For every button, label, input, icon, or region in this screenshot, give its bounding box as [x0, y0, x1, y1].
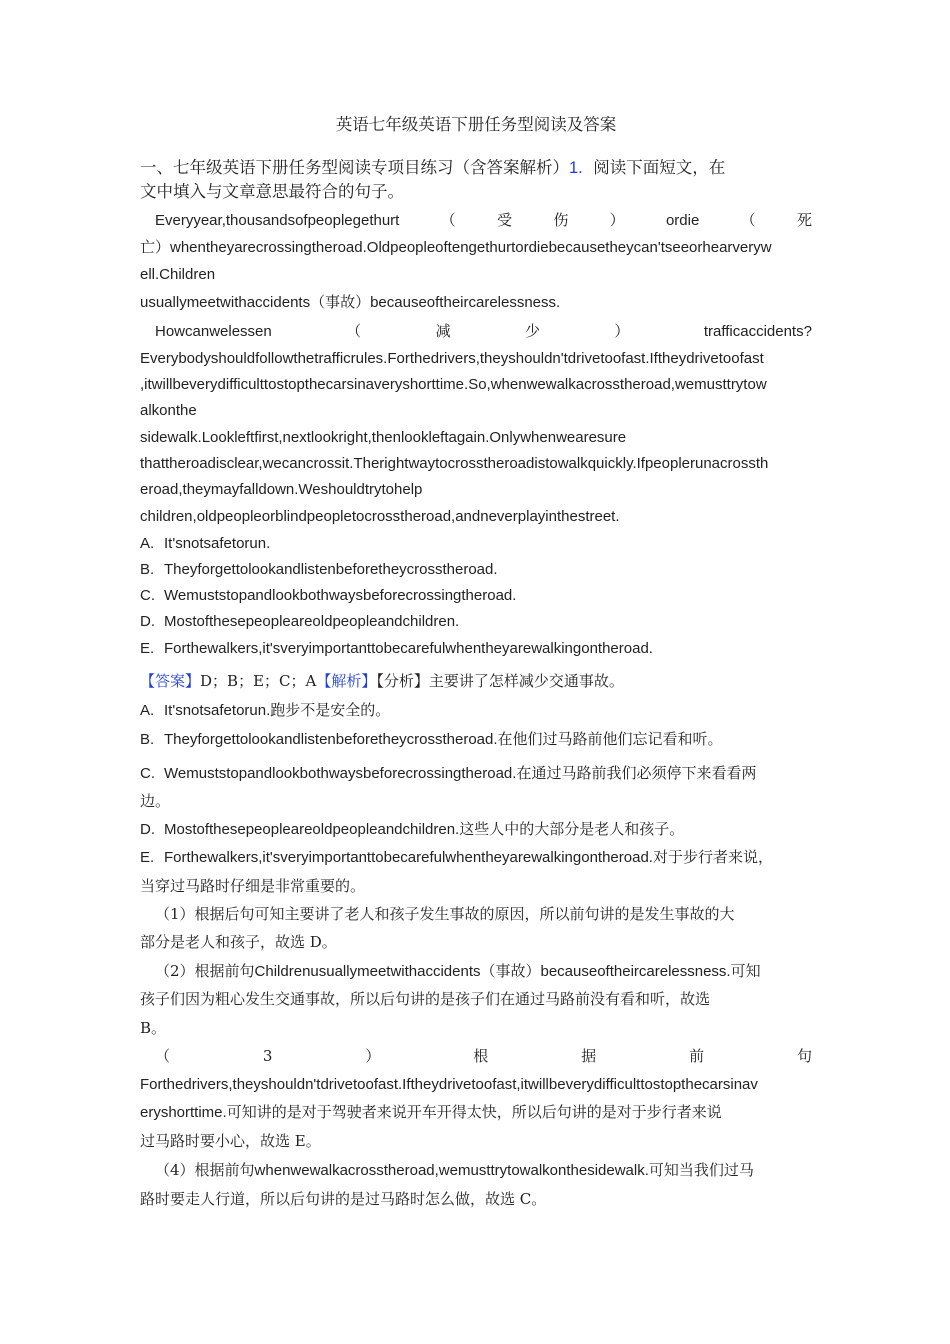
explanation-line: eryshorttime.可知讲的是对于驾驶者来说开车开得太快，所以后句讲的是对于步行者来说	[140, 1103, 722, 1121]
passage-line: Howcanwelessen （ 减 少 ） trafficaccidents?	[155, 323, 812, 340]
translation-item: E. Forthewalkers,it'sveryimportanttobecarefulwhentheyarewalkingontheroad.对于步行者来说，	[140, 848, 773, 866]
passage-line: ell.Children	[140, 266, 216, 283]
option-item: B. Theyforgettolookandlistenbeforetheycrosstheroad.	[140, 561, 498, 578]
passage-line: thattheroadisclear,wecancrossit.Therightwaytocrosstheroadistowalkquickly.Ifpeoplerunacrossth	[140, 455, 769, 472]
passage-line: usuallymeetwithaccidents（事故）becauseoftheircarelessness.	[140, 294, 561, 311]
explanation-line: （2）根据前句Childrenusuallymeetwithaccidents（事故）becauseoftheircarelessness.可知	[155, 962, 761, 980]
passage-line: ,itwillbeverydifficulttostopthecarsinaveryshorttime.So,whenwewalkacrosstheroad,wemusttrytow	[140, 376, 767, 393]
explanation-line: 部分是老人和孩子，故选 D。	[140, 933, 337, 951]
analysis-intro: 【分析】主要讲了怎样减少交通事故。	[376, 672, 624, 690]
explanation-line: （4）根据前句whenwewalkacrosstheroad,wemusttrytowalkonthesidewalk.可知当我们过马	[155, 1161, 754, 1179]
instruction-line: 文中填入与文章意思最符合的句子。	[140, 182, 404, 201]
explanation-line: （1）根据后句可知主要讲了老人和孩子发生事故的原因，所以前句讲的是发生事故的大	[155, 905, 735, 923]
explanation-line: （ 3 ） 根 据 前 句	[155, 1047, 812, 1065]
section-heading: 一、七年级英语下册任务型阅读专项目练习（含答案解析）1. 阅读下面短文，在	[140, 158, 726, 177]
explanation-line: 孩子们因为粗心发生交通事故，所以后句讲的是孩子们在通过马路前没有看和听，故选	[140, 990, 711, 1008]
answer-text: D；B；E；C；A	[200, 672, 317, 690]
passage-line: Everyyear,thousandsofpeoplegethurt （ 受 伤 ） ordie （ 死	[155, 212, 812, 229]
translation-item: C. Wemuststopandlookbothwaysbeforecrossingtheroad.在通过马路前我们必须停下来看看两	[140, 764, 757, 782]
passage-line: 亡）whentheyarecrossingtheroad.Oldpeopleoftengethurtordiebecausetheycan'tseeorhearveryw	[140, 239, 772, 256]
option-item: D. Mostofthesepeopleareoldpeopleandchildren.	[140, 613, 460, 630]
analysis-tag: 【解析】	[316, 672, 377, 690]
passage-line: eroad,theymayfalldown.Weshouldtrytohelp	[140, 481, 423, 498]
translation-continuation: 当穿过马路时仔细是非常重要的。	[140, 877, 366, 895]
document-title: 英语七年级英语下册任务型阅读及答案	[335, 115, 617, 134]
translation-continuation: 边。	[140, 792, 171, 810]
option-item: A. It'snotsafetorun.	[140, 535, 271, 552]
question-number: 1.	[569, 159, 583, 177]
explanation-line: B。	[140, 1019, 167, 1037]
translation-item: A. It'snotsafetorun.跑步不是安全的。	[140, 701, 391, 719]
explanation-line: 过马路时要小心，故选 E。	[140, 1132, 321, 1150]
passage-line: sidewalk.Lookleftfirst,nextlookright,thenlookleftagain.Onlywhenwearesure	[140, 429, 627, 446]
answer-line	[140, 670, 812, 692]
answer-tag: 【答案】	[140, 672, 201, 690]
explanation-line: Forthedrivers,theyshouldn'tdrivetoofast.Iftheydrivetoofast,itwillbeverydifficulttostopthecarsinav	[140, 1076, 758, 1093]
passage-line: Everybodyshouldfollowthetrafficrules.Forthedrivers,theyshouldn'tdrivetoofast.Iftheydrivetoofast	[140, 350, 764, 367]
option-item: E. Forthewalkers,it'sveryimportanttobecarefulwhentheyarewalkingontheroad.	[140, 640, 653, 657]
translation-item: D. Mostofthesepeopleareoldpeopleandchildren.这些人中的大部分是老人和孩子。	[140, 820, 685, 838]
translation-item: B. Theyforgettolookandlistenbeforetheycrosstheroad.在他们过马路前他们忘记看和听。	[140, 730, 723, 748]
passage-line: alkonthe	[140, 402, 197, 419]
passage-line: children,oldpeopleorblindpeopletocrosstheroad,andneverplayinthestreet.	[140, 508, 620, 525]
option-item: C. Wemuststopandlookbothwaysbeforecrossingtheroad.	[140, 587, 517, 604]
explanation-line: 路时要走人行道，所以后句讲的是过马路时怎么做，故选 C。	[140, 1190, 547, 1208]
